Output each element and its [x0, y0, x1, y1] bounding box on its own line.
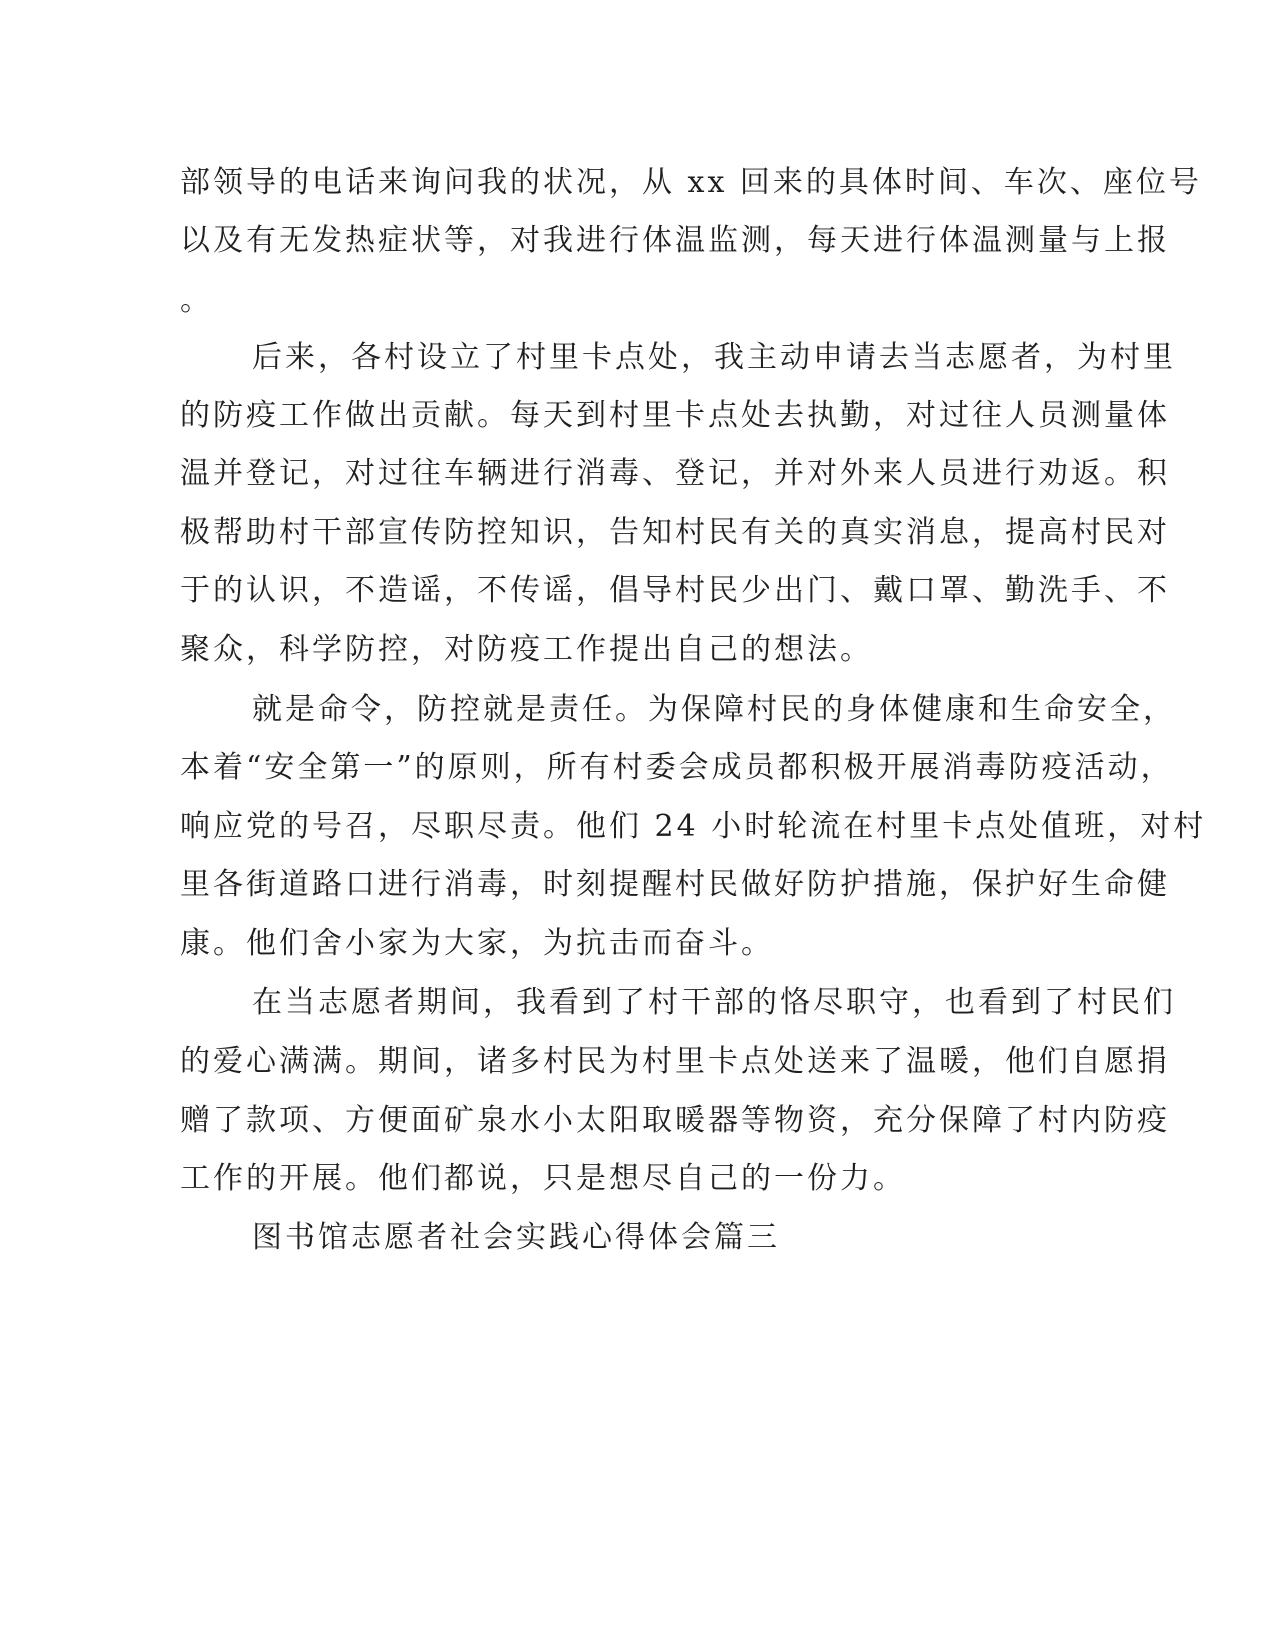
- text-line: 聚众，科学防控，对防疫工作提出自己的想法。: [180, 632, 873, 667]
- text-line: 本着“安全第一”的原则，所有村委会成员都积极开展消毒防疫活动，: [180, 750, 1174, 785]
- text-line: 温并登记，对过往车辆进行消毒、登记，并对外来人员进行劝返。积: [180, 456, 1170, 491]
- text-line: 后来，各村设立了村里卡点处，我主动申请去当志愿者，为村里: [252, 340, 1176, 375]
- text-line: 部领导的电话来询问我的状况，从 xx 回来的具体时间、车次、座位号: [180, 165, 1202, 200]
- text-line: 于的认识，不造谣，不传谣，倡导村民少出门、戴口罩、勤洗手、不: [180, 573, 1170, 608]
- text-line: 康。他们舍小家为大家，为抗击而奋斗。: [180, 926, 774, 961]
- text-line: 以及有无发热症状等，对我进行体温监测，每天进行体温测量与上报: [180, 223, 1170, 258]
- text-line: 响应党的号召，尽职尽责。他们 24 小时轮流在村里卡点处值班，对村: [180, 809, 1207, 844]
- text-line: 工作的开展。他们都说，只是想尽自己的一份力。: [180, 1161, 906, 1196]
- text-line: 的防疫工作做出贡献。每天到村里卡点处去执勤，对过往人员测量体: [180, 398, 1170, 433]
- text-line: 在当志愿者期间，我看到了村干部的恪尽职守，也看到了村民们: [252, 985, 1176, 1020]
- text-line: 赠了款项、方便面矿泉水小太阳取暖器等物资，充分保障了村内防疫: [180, 1103, 1170, 1138]
- text-line: 极帮助村干部宣传防控知识，告知村民有关的真实消息，提高村民对: [180, 515, 1170, 550]
- text-line: 里各街道路口进行消毒，时刻提醒村民做好防护措施，保护好生命健: [180, 867, 1170, 902]
- text-line: 的爱心满满。期间，诸多村民为村里卡点处送来了温暖，他们自愿捐: [180, 1044, 1170, 1079]
- text-line: 就是命令，防控就是责任。为保障村民的身体健康和生命安全，: [252, 692, 1176, 727]
- section-heading: 图书馆志愿者社会实践心得体会篇三: [252, 1220, 780, 1255]
- text-line: 。: [180, 283, 213, 318]
